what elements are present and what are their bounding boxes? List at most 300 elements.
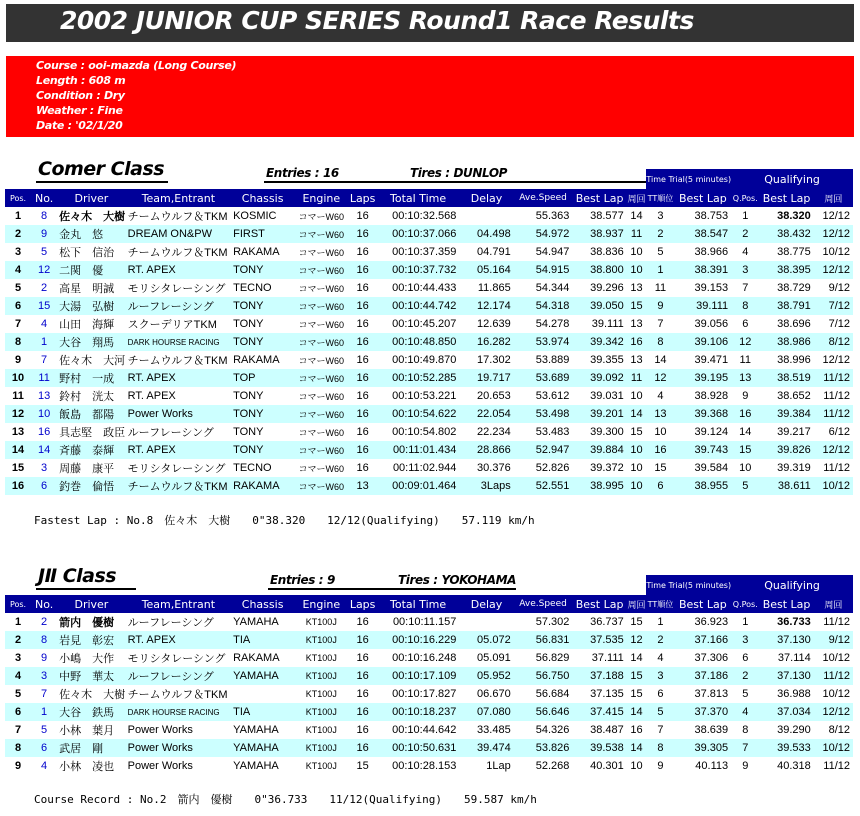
table-row — [5, 333, 853, 351]
cell-bestlap: 39.111 — [572, 315, 626, 333]
cell-chassis: TIA — [231, 631, 294, 649]
cell-qpos: 3 — [731, 631, 759, 649]
cell-ttpos: 4 — [646, 649, 674, 667]
cell-qbest: 39.290 — [759, 721, 813, 739]
cell-lapno: 10 — [627, 387, 647, 405]
cell-no: 4 — [31, 315, 57, 333]
cell-pos: 6 — [5, 703, 31, 721]
cell-bestlap: 38.995 — [572, 477, 626, 495]
cell-qpos: 8 — [731, 297, 759, 315]
cell-ttpos: 7 — [646, 315, 674, 333]
cell-pos: 8 — [5, 333, 31, 351]
column-header-chassis: Chassis — [231, 189, 294, 207]
cell-qbest: 38.432 — [759, 225, 813, 243]
cell-delay: 22.054 — [459, 405, 513, 423]
cell-driver: 高星 明誠 — [57, 279, 125, 297]
cell-chassis: YAMAHA — [231, 757, 294, 775]
cell-qpos: 13 — [731, 369, 759, 387]
cell-delay: 28.866 — [459, 441, 513, 459]
cell-team: RT. APEX — [126, 441, 231, 459]
cell-ttpos: 9 — [646, 757, 674, 775]
cell-total: 00:10:44.433 — [377, 279, 460, 297]
cell-team: Power Works — [126, 757, 231, 775]
cell-driver: 佐々木 大樹 — [57, 207, 125, 225]
cell-bestlap: 39.050 — [572, 297, 626, 315]
cell-driver: 佐々木 大樹 — [57, 685, 125, 703]
cell-chassis: FIRST — [231, 225, 294, 243]
cell-qbest: 37.114 — [759, 649, 813, 667]
cell-lapno: 11 — [627, 369, 647, 387]
entries-label: Entries : 16 — [266, 166, 339, 180]
cell-no: 9 — [31, 225, 57, 243]
cell-delay: 20.653 — [459, 387, 513, 405]
cell-engine: コマーW60 — [294, 369, 348, 387]
cell-total: 00:10:50.631 — [377, 739, 460, 757]
cell-engine: コマーW60 — [294, 207, 348, 225]
column-header-ttbest: Best Lap — [675, 595, 732, 613]
table-row — [5, 351, 853, 369]
cell-total: 00:10:44.642 — [377, 721, 460, 739]
cell-ttpos: 8 — [646, 333, 674, 351]
cell-chassis: YAMAHA — [231, 667, 294, 685]
results-table — [5, 169, 853, 495]
cell-driver: 大谷 翔馬 — [57, 333, 125, 351]
cell-team: ルーフレーシング — [126, 667, 231, 685]
cell-laps: 16 — [348, 423, 376, 441]
cell-laps: 16 — [348, 739, 376, 757]
cell-no: 4 — [31, 757, 57, 775]
cell-no: 7 — [31, 351, 57, 369]
cell-no: 7 — [31, 685, 57, 703]
cell-pos: 14 — [5, 441, 31, 459]
cell-avespeed: 53.498 — [514, 405, 573, 423]
cell-total: 00:10:37.359 — [377, 243, 460, 261]
cell-driver: 箭内 優樹 — [57, 613, 125, 631]
cell-ttpos: 13 — [646, 405, 674, 423]
table-row — [5, 703, 853, 721]
cell-qpos: 1 — [731, 613, 759, 631]
cell-avespeed: 53.612 — [514, 387, 573, 405]
cell-qbest: 38.395 — [759, 261, 813, 279]
cell-ttpos: 16 — [646, 441, 674, 459]
cell-bestlap: 38.487 — [572, 721, 626, 739]
cell-qpos: 8 — [731, 721, 759, 739]
cell-laps: 16 — [348, 297, 376, 315]
cell-qpos: 5 — [731, 685, 759, 703]
cell-total: 00:10:11.157 — [377, 613, 460, 631]
cell-pos: 2 — [5, 631, 31, 649]
cell-avespeed: 52.826 — [514, 459, 573, 477]
cell-delay: 12.639 — [459, 315, 513, 333]
table-row — [5, 477, 853, 495]
cell-chassis: RAKAMA — [231, 243, 294, 261]
cell-ttbest: 38.966 — [675, 243, 732, 261]
header-row — [5, 189, 853, 207]
cell-no: 10 — [31, 405, 57, 423]
cell-ttbest: 39.368 — [675, 405, 732, 423]
table-row — [5, 297, 853, 315]
column-header-ttpos: TT順位 — [646, 595, 674, 613]
cell-no: 15 — [31, 297, 57, 315]
cell-qbest: 38.729 — [759, 279, 813, 297]
cell-ttbest: 37.813 — [675, 685, 732, 703]
cell-ttbest: 38.547 — [675, 225, 732, 243]
cell-ttbest: 39.124 — [675, 423, 732, 441]
cell-qbest: 38.775 — [759, 243, 813, 261]
table-row — [5, 649, 853, 667]
cell-pos: 2 — [5, 225, 31, 243]
cell-delay: 19.717 — [459, 369, 513, 387]
cell-laps: 16 — [348, 441, 376, 459]
cell-engine: KT100J — [294, 721, 348, 739]
cell-team: ルーフレーシング — [126, 613, 231, 631]
cell-team: RT. APEX — [126, 261, 231, 279]
cell-qpos: 7 — [731, 739, 759, 757]
race-info-box — [6, 56, 854, 137]
header-spacer — [5, 169, 646, 189]
cell-pos: 8 — [5, 739, 31, 757]
cell-bestlap: 39.884 — [572, 441, 626, 459]
cell-total: 00:10:44.742 — [377, 297, 460, 315]
cell-driver: 大湯 弘樹 — [57, 297, 125, 315]
cell-avespeed: 54.947 — [514, 243, 573, 261]
cell-driver: 佐々木 大河 — [57, 351, 125, 369]
cell-engine: コマーW60 — [294, 225, 348, 243]
cell-team: Power Works — [126, 405, 231, 423]
info-date: Date : '02/1/20 — [36, 119, 123, 132]
cell-chassis: RAKAMA — [231, 477, 294, 495]
cell-chassis — [231, 685, 294, 703]
table-row — [5, 387, 853, 405]
cell-bestlap: 39.296 — [572, 279, 626, 297]
cell-ttpos: 11 — [646, 279, 674, 297]
cell-total: 00:10:54.802 — [377, 423, 460, 441]
table-row — [5, 423, 853, 441]
cell-driver: 野村 一成 — [57, 369, 125, 387]
cell-chassis: TONY — [231, 297, 294, 315]
cell-lapno: 13 — [627, 279, 647, 297]
cell-pos: 13 — [5, 423, 31, 441]
cell-engine: コマーW60 — [294, 387, 348, 405]
cell-total: 00:10:32.568 — [377, 207, 460, 225]
cell-bestlap: 39.031 — [572, 387, 626, 405]
cell-engine: コマーW60 — [294, 297, 348, 315]
cell-lapno: 10 — [627, 243, 647, 261]
title-bar — [6, 4, 854, 42]
cell-driver: 小林 凌也 — [57, 757, 125, 775]
cell-no: 2 — [31, 613, 57, 631]
cell-total: 00:09:01.464 — [377, 477, 460, 495]
column-header-pos: Pos. — [5, 189, 31, 207]
cell-qpos: 10 — [731, 459, 759, 477]
cell-driver: 飯島 都陽 — [57, 405, 125, 423]
cell-avespeed: 54.278 — [514, 315, 573, 333]
cell-qlap: 8/12 — [814, 721, 853, 739]
cell-qlap: 11/12 — [814, 459, 853, 477]
cell-lapno: 16 — [627, 333, 647, 351]
cell-pos: 3 — [5, 649, 31, 667]
cell-pos: 16 — [5, 477, 31, 495]
cell-no: 6 — [31, 739, 57, 757]
cell-bestlap: 37.135 — [572, 685, 626, 703]
cell-qbest: 39.826 — [759, 441, 813, 459]
cell-engine: KT100J — [294, 649, 348, 667]
cell-qpos: 2 — [731, 225, 759, 243]
cell-pos: 5 — [5, 685, 31, 703]
cell-qlap: 12/12 — [814, 441, 853, 459]
info-weather: Weather : Fine — [36, 104, 123, 117]
cell-chassis: TONY — [231, 315, 294, 333]
cell-driver: 松下 信治 — [57, 243, 125, 261]
column-header-avespeed: Ave.Speed — [514, 189, 573, 207]
cell-ttpos: 1 — [646, 261, 674, 279]
cell-bestlap: 37.188 — [572, 667, 626, 685]
cell-team: RT. APEX — [126, 387, 231, 405]
cell-pos: 1 — [5, 207, 31, 225]
cell-total: 00:11:01.434 — [377, 441, 460, 459]
cell-engine: コマーW60 — [294, 405, 348, 423]
cell-bestlap: 38.577 — [572, 207, 626, 225]
cell-laps: 16 — [348, 279, 376, 297]
cell-avespeed: 52.947 — [514, 441, 573, 459]
cell-qlap: 11/12 — [814, 387, 853, 405]
cell-bestlap: 39.300 — [572, 423, 626, 441]
table-row — [5, 739, 853, 757]
cell-engine: コマーW60 — [294, 477, 348, 495]
cell-ttpos: 6 — [646, 477, 674, 495]
cell-qlap: 8/12 — [814, 333, 853, 351]
cell-team: モリシタレーシング — [126, 459, 231, 477]
table-row — [5, 631, 853, 649]
cell-total: 00:10:53.221 — [377, 387, 460, 405]
cell-avespeed: 56.750 — [514, 667, 573, 685]
cell-no: 1 — [31, 333, 57, 351]
cell-chassis: TECNO — [231, 279, 294, 297]
entries-label: Entries : 9 — [270, 573, 335, 587]
info-length: Length : 608 m — [36, 74, 126, 87]
cell-lapno: 15 — [627, 667, 647, 685]
cell-lapno: 15 — [627, 613, 647, 631]
cell-qbest: 38.519 — [759, 369, 813, 387]
table-row — [5, 721, 853, 739]
cell-lapno: 14 — [627, 649, 647, 667]
cell-driver: 山田 海輝 — [57, 315, 125, 333]
cell-delay: 07.080 — [459, 703, 513, 721]
cell-qbest: 38.996 — [759, 351, 813, 369]
results-table — [5, 575, 853, 775]
cell-avespeed: 53.483 — [514, 423, 573, 441]
cell-ttpos: 5 — [646, 243, 674, 261]
cell-bestlap: 37.415 — [572, 703, 626, 721]
cell-no: 6 — [31, 477, 57, 495]
cell-delay: 11.865 — [459, 279, 513, 297]
cell-avespeed: 56.684 — [514, 685, 573, 703]
cell-qlap: 11/12 — [814, 757, 853, 775]
cell-ttbest: 39.471 — [675, 351, 732, 369]
cell-ttbest: 40.113 — [675, 757, 732, 775]
cell-chassis: TOP — [231, 369, 294, 387]
table-row — [5, 315, 853, 333]
column-header-engine: Engine — [294, 595, 348, 613]
cell-qlap: 10/12 — [814, 243, 853, 261]
cell-team: モリシタレーシング — [126, 649, 231, 667]
cell-avespeed: 56.831 — [514, 631, 573, 649]
column-header-laps: Laps — [348, 595, 376, 613]
cell-avespeed: 54.318 — [514, 297, 573, 315]
cell-avespeed: 53.889 — [514, 351, 573, 369]
cell-qlap: 6/12 — [814, 423, 853, 441]
cell-team: チームウルフ＆TKM — [126, 207, 231, 225]
cell-engine: KT100J — [294, 757, 348, 775]
cell-qbest: 39.217 — [759, 423, 813, 441]
cell-laps: 16 — [348, 333, 376, 351]
cell-qpos: 5 — [731, 477, 759, 495]
cell-laps: 16 — [348, 721, 376, 739]
cell-ttpos: 10 — [646, 423, 674, 441]
cell-avespeed: 54.326 — [514, 721, 573, 739]
cell-laps: 16 — [348, 225, 376, 243]
cell-team: Power Works — [126, 721, 231, 739]
cell-driver: 小林 葉月 — [57, 721, 125, 739]
cell-ttbest: 38.391 — [675, 261, 732, 279]
cell-laps: 16 — [348, 351, 376, 369]
cell-ttpos: 1 — [646, 613, 674, 631]
column-header-driver: Driver — [57, 189, 125, 207]
cell-driver: 斉藤 泰輝 — [57, 441, 125, 459]
cell-laps: 16 — [348, 261, 376, 279]
cell-driver: 二関 優 — [57, 261, 125, 279]
cell-qpos: 7 — [731, 279, 759, 297]
cell-qlap: 11/12 — [814, 405, 853, 423]
cell-chassis: RAKAMA — [231, 351, 294, 369]
cell-qbest: 37.130 — [759, 667, 813, 685]
cell-ttbest: 38.928 — [675, 387, 732, 405]
column-header-team: Team,Entrant — [126, 595, 231, 613]
cell-qlap: 11/12 — [814, 369, 853, 387]
cell-no: 8 — [31, 631, 57, 649]
cell-avespeed: 53.974 — [514, 333, 573, 351]
cell-qpos: 3 — [731, 261, 759, 279]
cell-engine: KT100J — [294, 739, 348, 757]
column-header-engine: Engine — [294, 189, 348, 207]
table-row — [5, 261, 853, 279]
cell-driver: 岩見 彰宏 — [57, 631, 125, 649]
cell-lapno: 13 — [627, 315, 647, 333]
cell-qpos: 6 — [731, 315, 759, 333]
table-row — [5, 441, 853, 459]
cell-bestlap: 39.092 — [572, 369, 626, 387]
cell-driver: 具志堅 政臣 — [57, 423, 125, 441]
cell-qlap: 7/12 — [814, 297, 853, 315]
cell-qbest: 39.384 — [759, 405, 813, 423]
cell-chassis: TONY — [231, 405, 294, 423]
cell-pos: 11 — [5, 387, 31, 405]
header-row — [5, 595, 853, 613]
cell-ttbest: 39.584 — [675, 459, 732, 477]
cell-delay: 05.072 — [459, 631, 513, 649]
cell-delay: 1Lap — [459, 757, 513, 775]
cell-pos: 3 — [5, 243, 31, 261]
cell-avespeed: 56.829 — [514, 649, 573, 667]
cell-chassis: TIA — [231, 703, 294, 721]
cell-lapno: 12 — [627, 631, 647, 649]
cell-chassis: TONY — [231, 441, 294, 459]
cell-lapno: 10 — [627, 757, 647, 775]
cell-team: ルーフレーシング — [126, 423, 231, 441]
column-header-qlap: 周回 — [814, 189, 853, 207]
cell-delay: 05.952 — [459, 667, 513, 685]
cell-qpos: 12 — [731, 333, 759, 351]
cell-total: 00:10:17.827 — [377, 685, 460, 703]
column-header-lapno: 周回 — [627, 189, 647, 207]
cell-driver: 釣巻 倫悟 — [57, 477, 125, 495]
cell-pos: 1 — [5, 613, 31, 631]
cell-no: 8 — [31, 207, 57, 225]
cell-lapno: 15 — [627, 685, 647, 703]
cell-total: 00:10:54.622 — [377, 405, 460, 423]
cell-chassis: TONY — [231, 423, 294, 441]
cell-engine: コマーW60 — [294, 423, 348, 441]
header-spacer — [5, 575, 646, 595]
column-header-qbest: Best Lap — [759, 595, 813, 613]
cell-team: DARK HOURSE RACING — [126, 703, 231, 721]
cell-qbest: 38.652 — [759, 387, 813, 405]
cell-bestlap: 37.111 — [572, 649, 626, 667]
cell-engine: コマーW60 — [294, 351, 348, 369]
cell-total: 00:10:18.237 — [377, 703, 460, 721]
cell-bestlap: 38.836 — [572, 243, 626, 261]
cell-qbest: 38.320 — [759, 207, 813, 225]
cell-bestlap: 38.937 — [572, 225, 626, 243]
header-group-row — [5, 169, 853, 189]
class-title: Comer Class — [38, 158, 165, 180]
cell-engine: KT100J — [294, 685, 348, 703]
cell-bestlap: 39.372 — [572, 459, 626, 477]
cell-no: 5 — [31, 721, 57, 739]
cell-no: 14 — [31, 441, 57, 459]
cell-no: 13 — [31, 387, 57, 405]
cell-delay: 04.498 — [459, 225, 513, 243]
cell-engine: コマーW60 — [294, 261, 348, 279]
cell-qbest: 37.130 — [759, 631, 813, 649]
cell-chassis: TONY — [231, 261, 294, 279]
cell-avespeed: 55.363 — [514, 207, 573, 225]
column-header-ttbest: Best Lap — [675, 189, 732, 207]
cell-pos: 7 — [5, 721, 31, 739]
cell-no: 1 — [31, 703, 57, 721]
cell-qlap: 11/12 — [814, 613, 853, 631]
cell-delay: 39.474 — [459, 739, 513, 757]
cell-delay — [459, 613, 513, 631]
cell-total: 00:11:02.944 — [377, 459, 460, 477]
cell-laps: 16 — [348, 315, 376, 333]
fastest-lap-note: Fastest Lap : No.8 佐々木 大樹 0"38.320 12/12(Qualifying) 57.119 km/h — [34, 514, 535, 527]
cell-total: 00:10:52.285 — [377, 369, 460, 387]
cell-qlap: 10/12 — [814, 649, 853, 667]
cell-ttpos: 7 — [646, 721, 674, 739]
cell-qlap: 10/12 — [814, 685, 853, 703]
cell-driver: 周藤 康平 — [57, 459, 125, 477]
column-header-chassis: Chassis — [231, 595, 294, 613]
cell-qbest: 40.318 — [759, 757, 813, 775]
cell-driver: 大谷 鉄馬 — [57, 703, 125, 721]
cell-pos: 4 — [5, 667, 31, 685]
cell-ttbest: 37.370 — [675, 703, 732, 721]
cell-no: 16 — [31, 423, 57, 441]
cell-qpos: 6 — [731, 649, 759, 667]
cell-lapno: 15 — [627, 423, 647, 441]
cell-laps: 15 — [348, 757, 376, 775]
